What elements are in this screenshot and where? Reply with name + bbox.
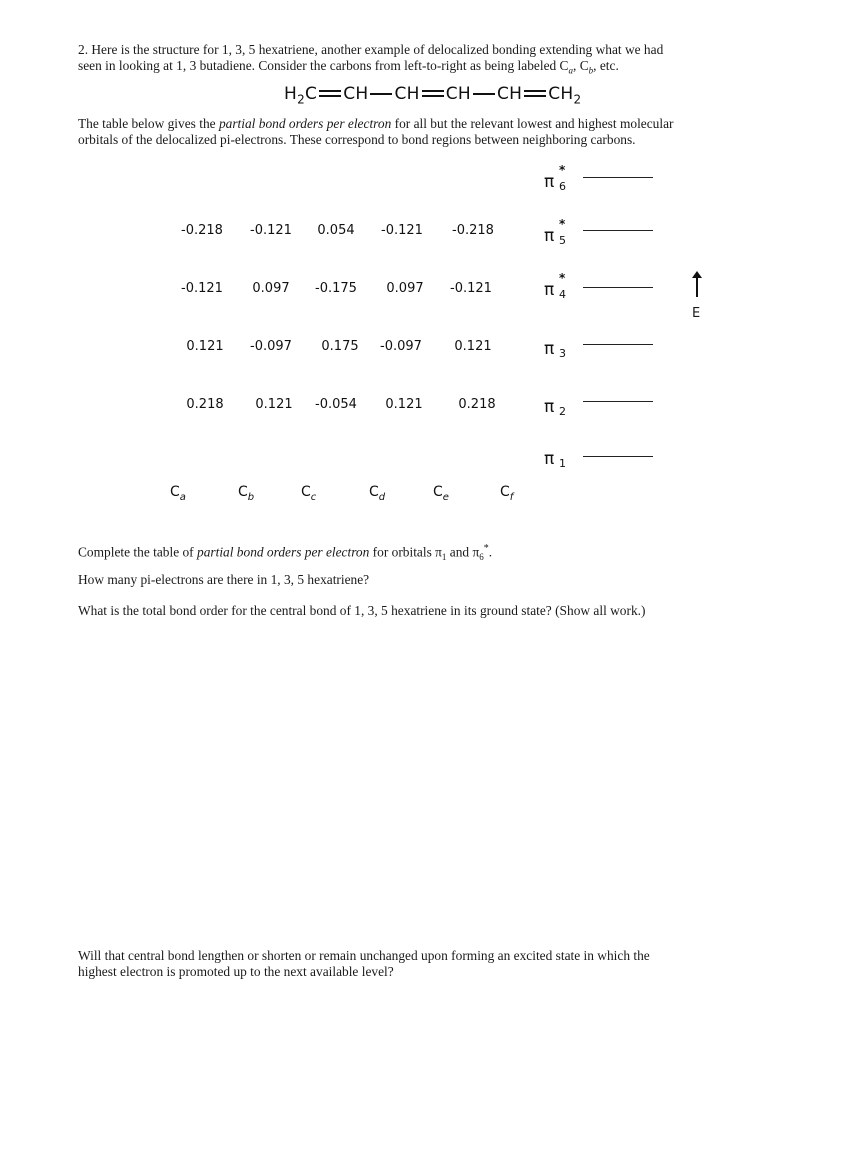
carbon-subscript: a [179,491,186,503]
bond-order-value: -0.054 [315,397,357,412]
carbon-symbol: C [500,484,510,500]
antibonding-star: * [559,163,566,177]
antibonding-star: * [559,217,566,231]
subscript-a: a [568,65,573,76]
carbon-symbol: C [301,484,311,500]
carbon-label [369,484,399,503]
antibonding-star: * [559,271,566,285]
double-bond-icon [319,88,341,100]
antibonding-star: * [483,543,489,554]
bond-order-value: 0.121 [454,339,492,354]
bond-order-value: -0.097 [380,339,422,354]
question-text: . [488,544,493,560]
carbon-symbol: C [238,484,248,500]
bond-order-value: 0.054 [317,223,355,238]
question-1 [78,541,758,565]
intro-line-2 [78,58,758,79]
pi-symbol: π [544,397,555,417]
formula-ch: CH [343,84,369,104]
bond-order-value: -0.218 [181,223,223,238]
orbital-label-pi4 [544,271,574,301]
carbon-subscript: d [378,491,386,503]
orbital-label-pi2 [544,391,574,417]
description-line-1 [78,116,758,132]
hexatriene-structure [284,84,581,106]
energy-axis-label: E [692,306,701,321]
bond-order-value: -0.175 [315,281,357,296]
pi-symbol: π [544,449,555,469]
bond-order-value: -0.121 [381,223,423,238]
formula-ch: CH [548,84,574,104]
bond-order-value: 0.121 [255,397,293,412]
single-bond-icon [473,88,495,100]
subscript-b: b [588,65,594,76]
double-bond-icon [524,88,546,100]
bond-order-value: 0.097 [386,281,424,296]
description-text: for all but the relevant lowest and highest molecular [391,116,674,131]
orbital-index: 2 [559,405,566,418]
carbon-symbol: C [369,484,379,500]
intro-paragraph [78,42,758,79]
bond-order-value: -0.097 [250,339,292,354]
energy-level-line [583,230,653,231]
orbital-index: 6 [559,180,566,193]
double-bond-icon [422,88,444,100]
intro-line-2-end: , etc. [593,58,619,73]
pi-symbol: π [544,339,555,359]
energy-level-line [583,456,653,457]
intro-comma: , C [573,58,589,73]
bond-order-value: 0.175 [321,339,359,354]
orbital-index: 5 [559,234,566,247]
question-2: How many pi-electrons are there in 1, 3, 5 hexatriene? [78,572,370,587]
bond-order-value: -0.121 [250,223,292,238]
formula-sub-2: 2 [573,92,582,107]
energy-level-line [583,177,653,178]
carbon-label [433,484,463,503]
orbital-index: 1 [441,552,447,563]
orbital-label-pi3 [544,333,574,359]
formula-c: C [305,84,318,104]
carbon-subscript: b [247,491,255,503]
question-3: What is the total bond order for the central bond of 1, 3, 5 hexatriene in its ground state? (Show all work.) [78,603,646,618]
formula-h: H [284,84,298,104]
energy-level-line [583,401,653,402]
question-text: Complete the table of [78,544,197,560]
formula-ch: CH [445,84,471,104]
orbital-index: 1 [559,457,566,470]
energy-level-line [583,287,653,288]
question-4 [78,948,758,980]
carbon-symbol: C [170,484,180,500]
carbon-label [500,484,530,503]
orbital-index: 4 [559,288,566,301]
formula-ch: CH [394,84,420,104]
question-emphasis: partial bond orders per electron [197,544,370,560]
single-bond-icon [370,88,392,100]
intro-line-1: 2. Here is the structure for 1, 3, 5 hexatriene, another example of delocalized bonding extending what we had [78,42,664,57]
bond-order-value: 0.218 [458,397,496,412]
orbital-index: 6 [479,552,484,563]
orbital-label-pi5 [544,217,574,247]
bond-order-value: 0.218 [186,397,224,412]
formula-sub-2: 2 [297,92,306,107]
pi-symbol: π [544,280,555,300]
formula-ch: CH [497,84,523,104]
bond-order-value: -0.121 [181,281,223,296]
description-paragraph [78,116,758,148]
intro-line-2-text: seen in looking at 1, 3 butadiene. Consider the carbons from left-to-right as being labeled C [78,58,569,73]
question-text: and π [446,544,480,560]
orbital-label-pi1 [544,443,574,469]
carbon-label [170,484,200,503]
bond-order-value: 0.121 [385,397,423,412]
bond-order-value: -0.121 [450,281,492,296]
question-text: for orbitals π [369,544,442,560]
question-4-line-2: highest electron is promoted up to the next available level? [78,964,394,979]
orbital-index: 3 [559,347,566,360]
carbon-subscript: c [310,491,317,503]
carbon-label [238,484,268,503]
question-4-line-1: Will that central bond lengthen or shorten or remain unchanged upon forming an excited state in which the [78,948,650,963]
carbon-subscript: f [509,491,514,503]
description-text: The table below gives the [78,116,219,131]
description-emphasis: partial bond orders per electron [218,116,392,131]
pi-symbol: π [544,226,555,246]
carbon-subscript: e [442,491,449,503]
energy-arrow-icon [696,275,698,297]
bond-order-value: -0.218 [452,223,494,238]
carbon-symbol: C [433,484,443,500]
bond-order-value: 0.121 [186,339,224,354]
bond-order-value: 0.097 [252,281,290,296]
carbon-label [301,484,331,503]
orbital-label-pi6 [544,163,574,193]
energy-level-line [583,344,653,345]
description-line-2: orbitals of the delocalized pi-electrons. These correspond to bond regions between neighboring carbons. [78,132,636,147]
pi-symbol: π [544,172,555,192]
